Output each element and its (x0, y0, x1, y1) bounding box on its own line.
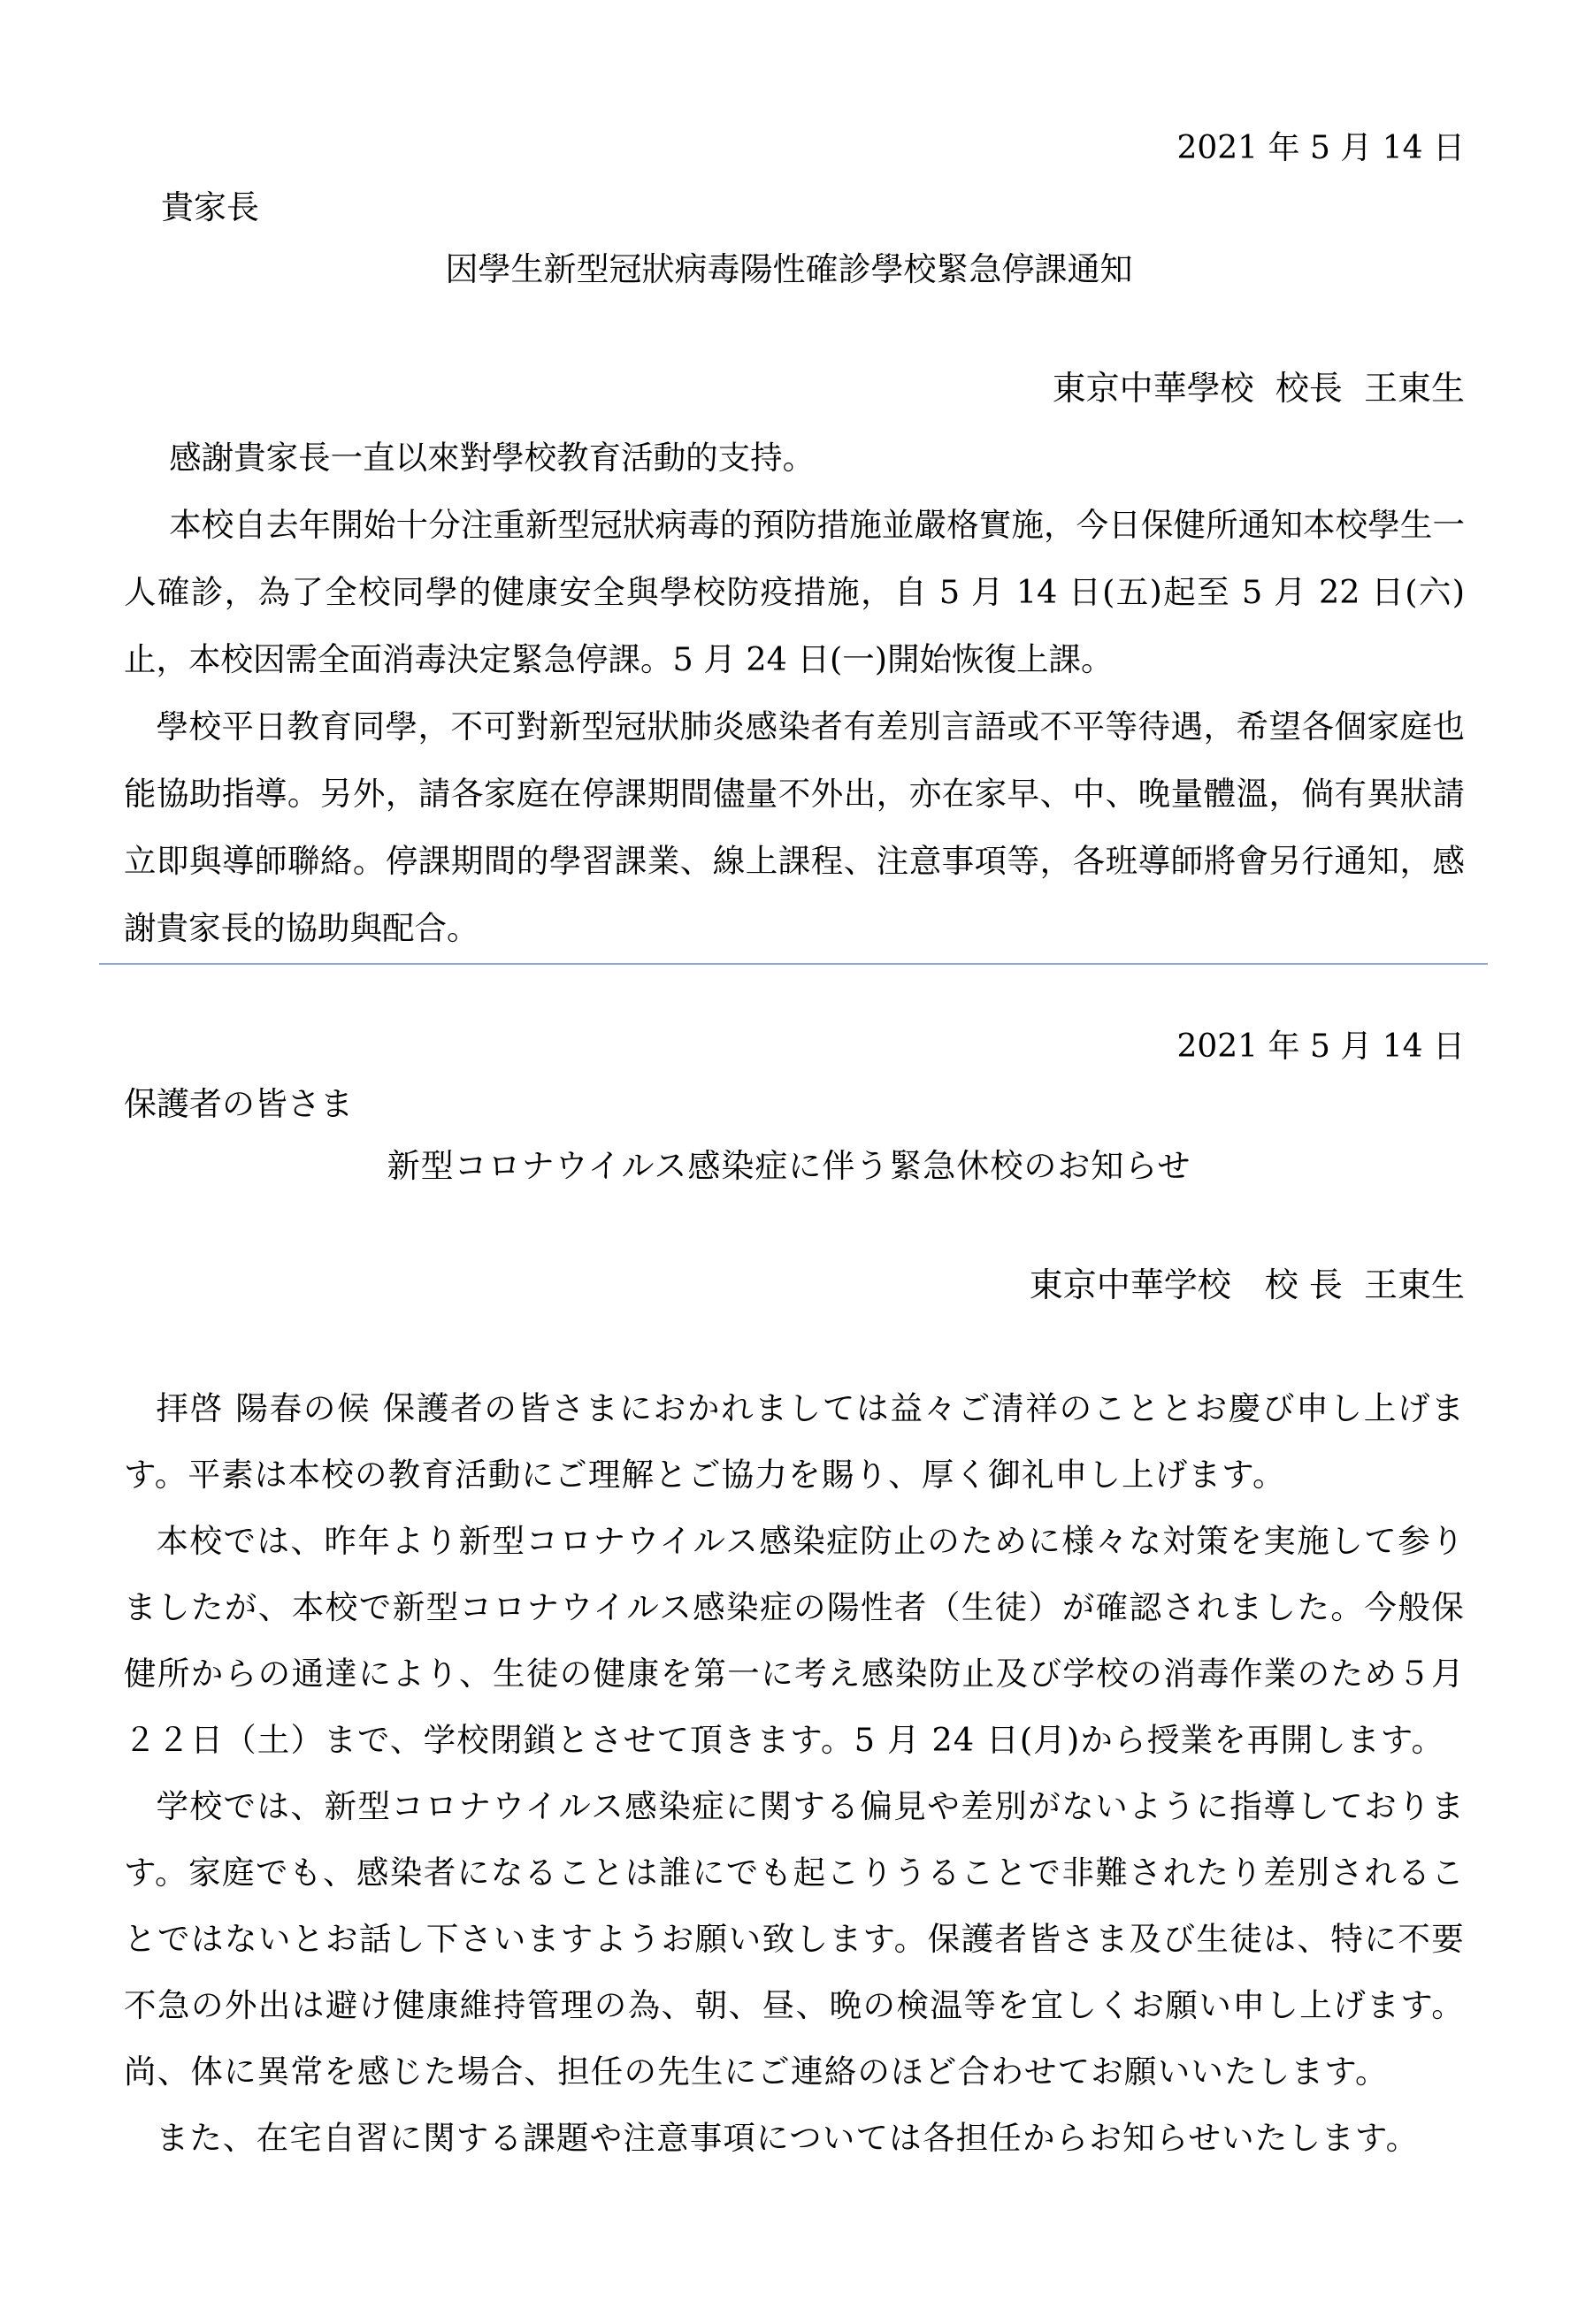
ja-notice-title: 新型コロナウイルス感染症に伴う緊急休校のお知らせ (387, 1147, 1191, 1185)
zh-paragraph: 學校平日教育同學，不可對新型冠狀肺炎感染者有差別言語或不平等待遇，希望各個家庭也能協助指導。另外，請各家庭在停課期間儘量不外出，亦在家早、中、晚量體溫，倘有異狀請立即與導師聯絡。停課期間的學習課業、線上課程、注意事項等，各班導師將會另行通知，感謝貴家長的協助與配合。 (124, 707, 1465, 947)
zh-paragraph: 感謝貴家長一直以來對學校教育活動的支持。 (169, 439, 816, 477)
zh-body (124, 424, 1465, 962)
zh-date: 2021 年 5 月 14 日 (1176, 130, 1465, 166)
ja-paragraph: 拝啓 陽春の候 保護者の皆さまにおかれましては益々ご清祥のこととお慶び申し上げます。平素は本校の教育活動にご理解とご協力を賜り、厚く御礼申し上げます。 (124, 1389, 1465, 1494)
ja-body (124, 1375, 1465, 2171)
section-divider (99, 963, 1488, 965)
ja-salutation: 保護者の皆さま (124, 1085, 353, 1123)
ja-sender: 東京中華学校 校 長 王東生 (1029, 1265, 1465, 1304)
ja-date: 2021 年 5 月 14 日 (1176, 1028, 1465, 1065)
ja-paragraph: 本校では、昨年より新型コロナウイルス感染症防止のために様々な対策を実施して参りましたが、本校で新型コロナウイルス感染症の陽性者（生徒）が確認されました。今般保健所からの通達により、生徒の健康を第一に考え感染防止及び学校の消毒作業のため５月２２日（土）まで、学校閉鎖とさせて頂きます。5 月 24 日(月)から授業を再開します。 (124, 1522, 1466, 1759)
ja-paragraph: また、在宅自習に関する課題や注意事項については各担任からお知らせいたします。 (156, 2119, 1420, 2157)
zh-paragraph: 本校自去年開始十分注重新型冠狀病毒的預防措施並嚴格實施，今日保健所通知本校學生一人確診，為了全校同學的健康安全與學校防疫措施，自 5 月 14 日(五)起至 5 月 22 日(六)止，本校因需全面消毒決定緊急停課。5 月 24 日(一)開始恢復上課。 (124, 506, 1465, 678)
zh-salutation: 貴家長 (161, 188, 259, 226)
ja-paragraph: 学校では、新型コロナウイルス感染症に関する偏見や差別がないように指導しております。家庭でも、感染者になることは誰にでも起こりうることで非難されたり差別されることではないとお話し下さいますようお願い致します。保護者皆さま及び生徒は、特に不要不急の外出は避け健康維持管理の為、朝、昼、晩の検温等を宜しくお願い申し上げます。尚、体に異常を感じた場合、担任の先生にご連絡のほど合わせてお願いいたします。 (124, 1787, 1465, 2091)
zh-sender: 東京中華學校 校長 王東生 (1052, 369, 1465, 408)
zh-notice-title: 因學生新型冠狀病毒陽性確診學校緊急停課通知 (445, 250, 1133, 288)
